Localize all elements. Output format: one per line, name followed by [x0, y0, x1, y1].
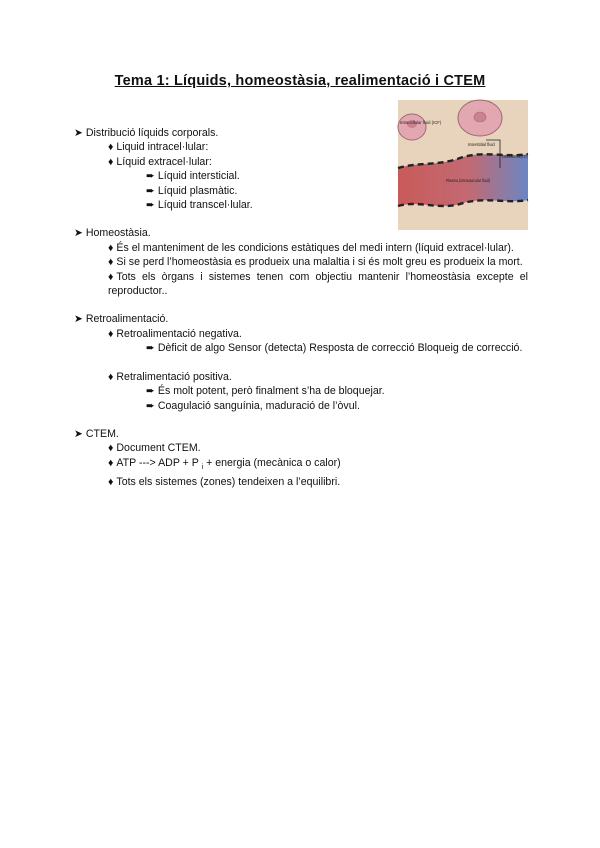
document-body — [74, 126, 528, 490]
arrow-bullet-icon: ➨ — [146, 184, 155, 197]
arrow-bullet-icon: ➨ — [146, 342, 155, 355]
list-item: ♦ Liquid intracel·lular: — [108, 141, 209, 154]
sub-list-item: ➨ Dèficit de algo Sensor (detecta) Resposta de correcció Bloqueig de correcció. — [146, 342, 523, 355]
diamond-bullet-icon: ♦ — [108, 476, 114, 489]
section-heading-distribucio: ➤ Distribució líquids corporals. — [74, 127, 219, 139]
list-item: ♦ És el manteniment de les condicions estàtiques del medi intern (líquid extracel·lular). — [108, 241, 514, 254]
list-item: ♦ Tots els òrgans i sistemes tenen com objectiu mantenir l’homeostàsia excepte el reproductor.. — [108, 270, 528, 298]
section-heading-homeostasia: ➤ Homeostàsia. — [74, 227, 151, 240]
list-item: ♦ Si se perd l’homeostàsia es produeix una malaltia i si és molt greu es produeix la mort. — [108, 256, 523, 269]
arrowhead-bullet-icon: ➤ — [74, 127, 83, 139]
arrowhead-bullet-icon: ➤ — [74, 227, 83, 240]
list-item: ♦ Tots els sistemes (zones) tendeixen a l’equilibri. — [108, 476, 341, 489]
diamond-bullet-icon: ♦ — [108, 141, 114, 154]
label-interstitial: Interstitial fluid — [468, 142, 495, 147]
cell-center-nucleus — [474, 112, 486, 122]
diamond-bullet-icon: ♦ — [108, 327, 114, 340]
diamond-bullet-icon: ♦ — [108, 155, 114, 168]
arrow-bullet-icon: ➨ — [146, 170, 155, 183]
diamond-bullet-icon: ♦ — [108, 370, 114, 383]
arrow-bullet-icon: ➨ — [146, 385, 155, 398]
list-item: ♦ Retralimentació positiva. — [108, 370, 232, 383]
list-item: ♦ Document CTEM. — [108, 442, 201, 455]
label-extracellular: Extracellular fluid (ECF) — [502, 154, 529, 159]
label-intracellular: Intracellular fluid (ICF) — [400, 120, 442, 125]
section-heading-retroalimentacio: ➤ Retroalimentació. — [74, 313, 169, 326]
diamond-bullet-icon: ♦ — [108, 241, 114, 254]
arrow-bullet-icon: ➨ — [146, 199, 155, 212]
arrow-bullet-icon: ➨ — [146, 399, 155, 412]
arrowhead-bullet-icon: ➤ — [74, 313, 83, 326]
sub-list-item: ➨ Líquid plasmàtic. — [146, 184, 238, 197]
list-item: ♦ Líquid extracel·lular: — [108, 155, 212, 168]
list-item: ♦ Retroalimentació negativa. — [108, 327, 242, 340]
diamond-bullet-icon: ♦ — [108, 270, 114, 283]
diamond-bullet-icon: ♦ — [108, 442, 114, 455]
list-item-atp: ♦ ATP ---> ADP + P $_i$ + energia (mecànica o calor) — [108, 456, 341, 471]
sub-list-item: ➨ Coagulació sanguínia, maduració de l’òvul. — [146, 399, 360, 412]
diamond-bullet-icon: ♦ — [108, 456, 114, 469]
section-heading-ctem: ➤ CTEM. — [74, 427, 119, 440]
sub-list-item: ➨ Líquid transcel·lular. — [146, 199, 253, 212]
arrowhead-bullet-icon: ➤ — [74, 427, 83, 440]
page-title: Tema 1: Líquids, homeostàsia, realimentació i CTEM — [114, 73, 486, 89]
label-plasma: Plasma (intravascular fluid) — [446, 178, 491, 183]
sub-list-item: ➨ És molt potent, però finalment s’ha de bloquejar. — [146, 385, 385, 398]
diamond-bullet-icon: ♦ — [108, 256, 114, 269]
sub-list-item: ➨ Líquid intersticial. — [146, 170, 240, 183]
